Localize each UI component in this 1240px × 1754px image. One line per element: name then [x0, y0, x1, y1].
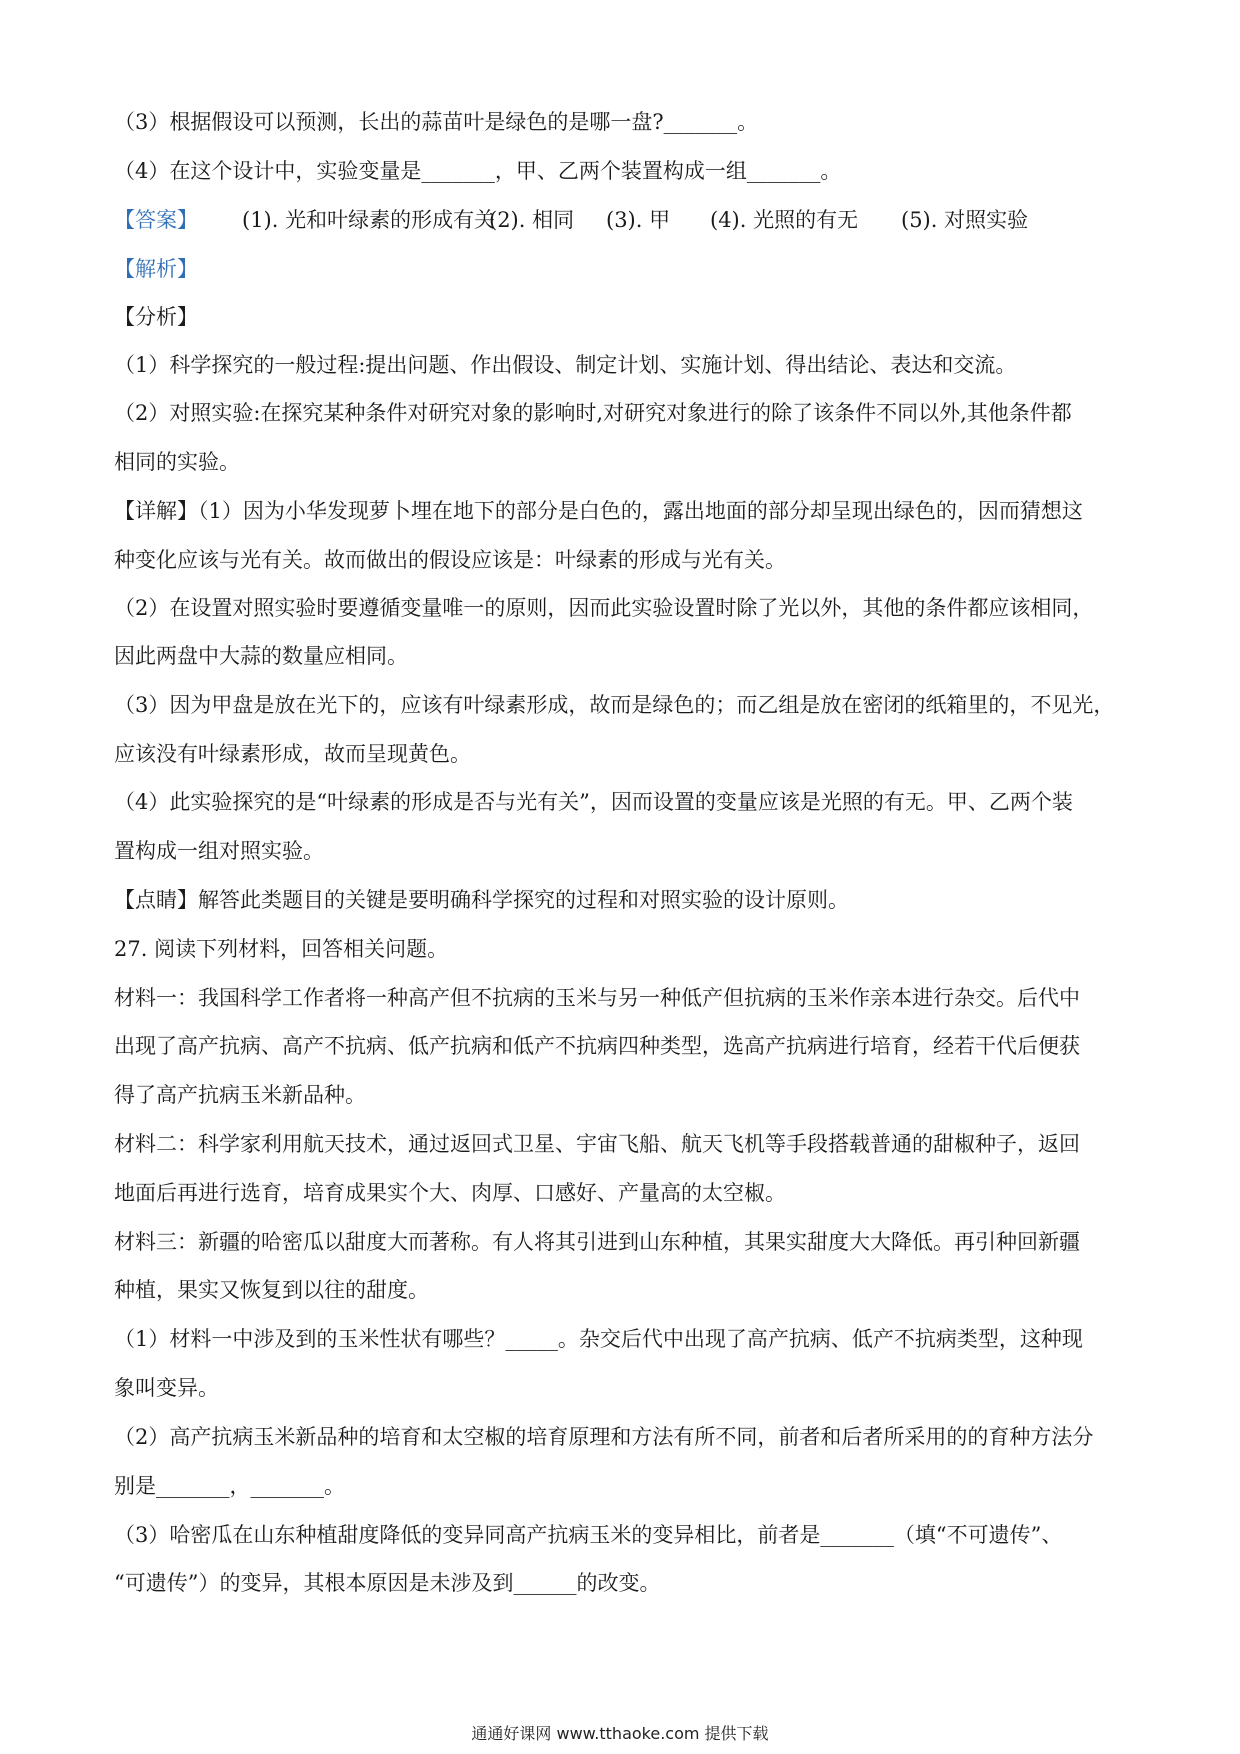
answer-label: 【答案】	[114, 208, 198, 232]
answer-item-3: (3). 甲	[606, 208, 671, 232]
detail-3-line-1: （3）因为甲盘是放在光下的，应该有叶绿素形成，故而是绿色的；而乙组是放在密闭的纸箱里的，不见光，	[114, 693, 1115, 717]
comment-label: 【点睛】	[114, 888, 198, 912]
q27-title: 27. 阅读下列材料，回答相关问题。	[114, 937, 449, 961]
detail-2-line-1: （2）在设置对照实验时要遵循变量唯一的原则，因而此实验设置时除了光以外，其他的条件都应该相同，	[114, 596, 1094, 620]
q26-part3: （3）根据假设可以预测，长出的蒜苗叶是绿色的是哪一盘?_______。	[114, 110, 759, 134]
detail-4-line-1: （4）此实验探究的是“叶绿素的形成是否与光有关”，因而设置的变量应该是光照的有无。甲、乙两个装	[114, 790, 1073, 814]
q27-part1-line-2: 象叫变异。	[114, 1376, 219, 1400]
page-footer: 通通好课网 www.tthaoke.com 提供下载	[471, 1724, 769, 1743]
material-1-line-3: 得了高产抗病玉米新品种。	[114, 1083, 366, 1107]
q27-part1-line-1: （1）材料一中涉及到的玉米性状有哪些？_____。杂交后代中出现了高产抗病、低产不抗病类型，这种现	[114, 1327, 1083, 1351]
detail-1-line-2: 种变化应该与光有关。故而做出的假设应该是：叶绿素的形成与光有关。	[114, 548, 786, 572]
analysis-label: 【解析】	[114, 257, 198, 281]
fenxi-point-2-line-1: （2）对照实验:在探究某种条件对研究对象的影响时,对研究对象进行的除了该条件不同以外,其他条件都	[114, 401, 1072, 425]
detail-1-text: （1）因为小华发现萝卜埋在地下的部分是白色的，露出地面的部分却呈现出绿色的，因而猜想这	[198, 499, 1083, 523]
detail-label: 【详解】	[114, 499, 198, 523]
detail-1-line-1	[114, 496, 1134, 526]
answer-item-2: (2). 相同	[489, 208, 575, 232]
material-1-line-1: 材料一：我国科学工作者将一种高产但不抗病的玉米与另一种低产但抗病的玉米作亲本进行杂交。后代中	[114, 986, 1080, 1010]
fenxi-label: 【分析】	[114, 305, 198, 329]
fenxi-point-2-line-2: 相同的实验。	[114, 450, 240, 474]
q27-part3-line-1: （3）哈密瓜在山东种植甜度降低的变异同高产抗病玉米的变异相比，前者是_______（填“不可遗传”、	[114, 1523, 1063, 1547]
comment-line	[114, 885, 1134, 915]
q26-part4: （4）在这个设计中，实验变量是_______，甲、乙两个装置构成一组_______。	[114, 159, 842, 183]
q27-part3-line-2: “可遗传”）的变异，其根本原因是未涉及到______的改变。	[114, 1571, 661, 1595]
material-3-line-2: 种植，果实又恢复到以往的甜度。	[114, 1278, 429, 1302]
answer-item-5: (5). 对照实验	[901, 208, 1029, 232]
fenxi-point-1: （1）科学探究的一般过程:提出问题、作出假设、制定计划、实施计划、得出结论、表达和交流。	[114, 353, 1017, 377]
answer-item-4: (4). 光照的有无	[710, 208, 859, 232]
q27-part2-line-1: （2）高产抗病玉米新品种的培育和太空椒的培育原理和方法有所不同，前者和后者所采用的的育种方法分	[114, 1425, 1094, 1449]
material-2-line-2: 地面后再进行选育，培育成果实个大、肉厚、口感好、产量高的太空椒。	[114, 1181, 786, 1205]
comment-text: 解答此类题目的关键是要明确科学探究的过程和对照实验的设计原则。	[198, 888, 849, 912]
detail-2-line-2: 因此两盘中大蒜的数量应相同。	[114, 644, 408, 668]
material-3-line-1: 材料三：新疆的哈密瓜以甜度大而著称。有人将其引进到山东种植，其果实甜度大大降低。再引种回新疆	[114, 1230, 1080, 1254]
answer-item-1: (1). 光和叶绿素的形成有关	[242, 208, 496, 232]
detail-3-line-2: 应该没有叶绿素形成，故而呈现黄色。	[114, 742, 471, 766]
material-1-line-2: 出现了高产抗病、高产不抗病、低产抗病和低产不抗病四种类型，选高产抗病进行培育，经若干代后便获	[114, 1034, 1080, 1058]
detail-4-line-2: 置构成一组对照实验。	[114, 839, 324, 863]
q27-part2-line-2: 别是_______，_______。	[114, 1474, 345, 1498]
material-2-line-1: 材料二：科学家利用航天技术，通过返回式卫星、宇宙飞船、航天飞机等手段搭载普通的甜椒种子，返回	[114, 1132, 1080, 1156]
